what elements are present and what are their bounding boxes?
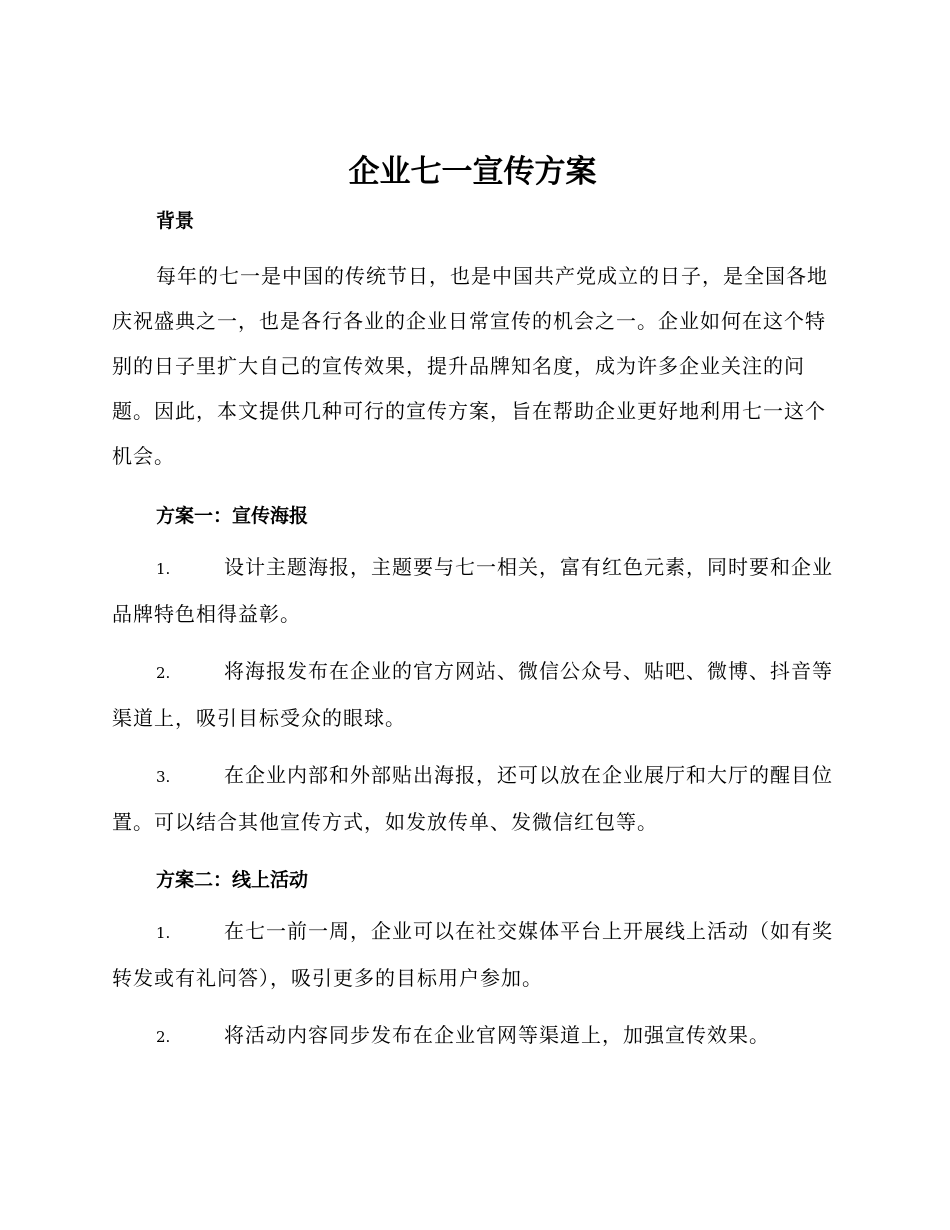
section-heading-plan1: 方案一：宣传海报 (156, 505, 309, 527)
plan2-list-item (112, 1013, 833, 1060)
background-paragraph: 每年的七一是中国的传统节日，也是中国共产党成立的日子，是全国各地庆祝盛典之一，也是各行各业的企业日常宣传的机会之一。企业如何在这个特别的日子里扩大自己的宣传效果，提升品牌知名度，成为许多企业关注的问题。因此，本文提供几种可行的宣传方案，旨在帮助企业更好地利用七一这个机会。 (112, 264, 828, 468)
section-heading-plan2: 方案二：线上活动 (156, 869, 309, 891)
list-item-number: 1. (156, 560, 171, 578)
section-heading-background: 背景 (156, 210, 195, 232)
list-item-text: 在七一前一周，企业可以在社交媒体平台上开展线上活动（如有奖转发或有礼问答），吸引更多的目标用户参加。 (112, 919, 833, 990)
document-title: 企业七一宣传方案 (348, 154, 597, 190)
list-item-text: 将海报发布在企业的官方网站、微信公众号、贴吧、微博、抖音等渠道上，吸引目标受众的眼球。 (112, 659, 833, 730)
list-item-number: 3. (156, 768, 171, 786)
list-item-text: 设计主题海报，主题要与七一相关，富有红色元素，同时要和企业品牌特色相得益彰。 (112, 555, 833, 626)
plan2-list-item (112, 909, 833, 1001)
plan1-list-item (112, 545, 833, 637)
document-body (112, 148, 833, 1060)
list-item-number: 1. (156, 924, 171, 942)
plan1-list-item (112, 753, 833, 845)
list-item-text: 将活动内容同步发布在企业官网等渠道上，加强宣传效果。 (224, 1023, 770, 1047)
list-item-number: 2. (156, 1028, 171, 1046)
list-item-text: 在企业内部和外部贴出海报，还可以放在企业展厅和大厅的醒目位置。可以结合其他宣传方式，如发放传单、发微信红包等。 (112, 763, 833, 834)
list-item-number: 2. (156, 664, 171, 682)
plan1-list-item (112, 649, 833, 741)
